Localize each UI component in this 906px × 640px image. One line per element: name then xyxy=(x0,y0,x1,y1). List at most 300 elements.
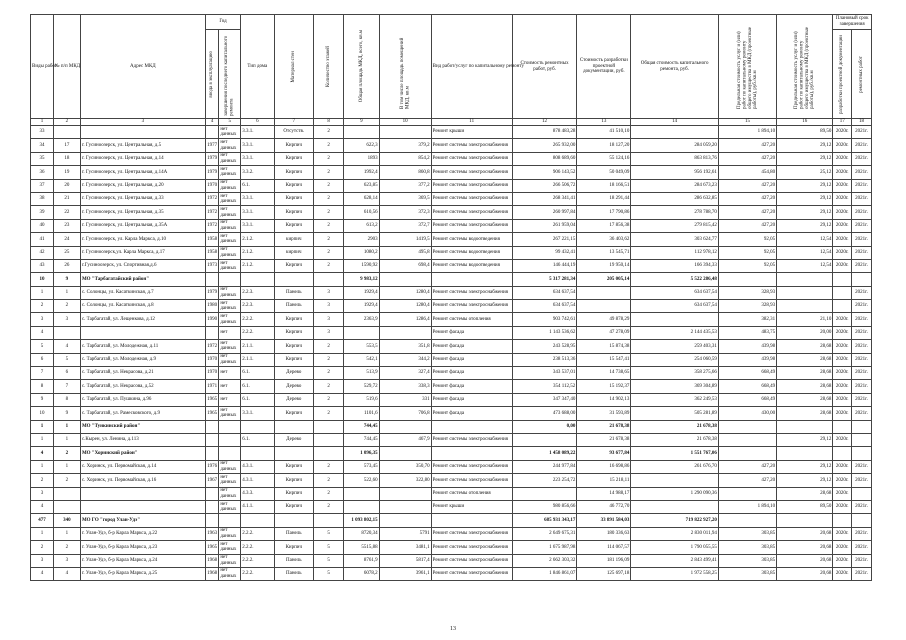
table-cell: 24 xyxy=(53,233,80,246)
table-cell: 1080,2 xyxy=(344,246,379,259)
table-row xyxy=(31,393,872,406)
table-cell: 2021г. xyxy=(852,380,872,393)
table-cell: 354 112,52 xyxy=(512,380,577,393)
table-cell: Ремонт системы водоотведения xyxy=(431,246,512,259)
table-cell: Ремонт системы электроснабжения xyxy=(431,206,512,219)
table-cell: 28,68 xyxy=(777,407,833,420)
table-cell: нет данных xyxy=(219,487,241,500)
table-row xyxy=(31,246,872,259)
table-cell: 4 xyxy=(31,500,54,513)
table-cell xyxy=(314,447,344,460)
table-row xyxy=(31,527,872,540)
table-cell: Кирпич xyxy=(274,474,314,487)
table-cell: 2 xyxy=(314,192,344,205)
table-cell xyxy=(777,420,833,433)
table-cell: г. Улан-Удэ, б-р Карла Маркса, д.25 xyxy=(80,567,205,580)
table-cell: нет xyxy=(219,380,241,393)
table-cell: 2 xyxy=(314,380,344,393)
table-cell: 622,3 xyxy=(344,139,379,152)
table-cell: 1 xyxy=(53,433,80,446)
table-cell: 362 249,53 xyxy=(631,393,718,406)
table-cell: с. Солонцы, ул. Касаткинская, д.8 xyxy=(80,300,205,313)
table-cell xyxy=(80,326,205,339)
table-cell: 1968 xyxy=(205,567,219,580)
table-cell: с. Тарбагатай, ул. Некрасова, д.21 xyxy=(80,367,205,380)
table-cell: 698,4 xyxy=(379,259,431,272)
table-cell: 1970 xyxy=(205,179,219,192)
table-cell: 2021г. xyxy=(852,353,872,366)
table-cell: 112 978,12 xyxy=(631,246,718,259)
table-cell: Панель xyxy=(274,300,314,313)
table-cell: Ремонт системы водоотведения xyxy=(431,259,512,272)
column-number: 18 xyxy=(852,119,872,126)
table-cell: 369,5 xyxy=(379,192,431,205)
table-cell: 2020г. xyxy=(833,567,852,580)
table-cell: 379,2 xyxy=(379,139,431,152)
table-cell: Кирпич xyxy=(274,500,314,513)
table-cell: 34 xyxy=(31,139,54,152)
table-cell: 3.3.2. xyxy=(241,166,274,179)
table-cell: 28,68 xyxy=(777,340,833,353)
table-cell xyxy=(777,273,833,286)
table-cell: г. Улан-Удэ, б-р Карла Маркса, д.24 xyxy=(80,554,205,567)
table-cell: г. Улан-Удэ, б-р Карла Маркса, д.22 xyxy=(80,527,205,540)
table-cell xyxy=(431,420,512,433)
table-cell: нет xyxy=(219,326,241,339)
table-cell: 860,8 xyxy=(379,166,431,179)
table-cell: Ремонт системы электроснабжения xyxy=(431,541,512,554)
table-cell: 3.3.1. xyxy=(241,192,274,205)
table-cell: 1 143 536,62 xyxy=(512,326,577,339)
table-cell: 2021г. xyxy=(852,206,872,219)
table-cell: 4.1.1. xyxy=(241,500,274,513)
table-cell: Дерево xyxy=(274,393,314,406)
table-cell xyxy=(344,326,379,339)
table-cell: 2 xyxy=(31,541,54,554)
table-cell: 2 xyxy=(314,367,344,380)
table-cell: Отсутств. xyxy=(274,126,314,139)
table-cell: 205 005,14 xyxy=(577,273,631,286)
table-cell: 519,6 xyxy=(344,393,379,406)
table-cell: 3 xyxy=(314,313,344,326)
table-cell: 40 xyxy=(31,219,54,232)
table-cell: 2020г. xyxy=(833,313,852,326)
table-cell: 2021г. xyxy=(852,233,872,246)
table-cell xyxy=(379,500,431,513)
table-cell: 553,5 xyxy=(344,340,379,353)
table-cell xyxy=(718,433,776,446)
table-cell: 16 698,86 xyxy=(577,460,631,473)
table-cell: 278 788,70 xyxy=(631,206,718,219)
table-cell xyxy=(777,286,833,299)
table-cell: 3 xyxy=(53,313,80,326)
table-cell: 260 997,84 xyxy=(512,206,577,219)
table-cell: 47 278,09 xyxy=(577,326,631,339)
table-cell: Ремонт фасада xyxy=(431,367,512,380)
table-cell: 2021г. xyxy=(852,126,872,139)
table-cell: 3481,1 xyxy=(379,541,431,554)
table-cell xyxy=(205,447,219,460)
table-cell: 20,68 xyxy=(777,527,833,540)
table-cell xyxy=(833,300,852,313)
table-cell xyxy=(219,420,241,433)
table-cell: 3.3.1. xyxy=(241,152,274,165)
table-cell: 439,98 xyxy=(718,353,776,366)
table-cell: 2021г. xyxy=(852,567,872,580)
table-cell: 55 124,16 xyxy=(577,152,631,165)
table-cell: Ремонт системы отопления xyxy=(431,313,512,326)
table-cell xyxy=(379,514,431,527)
table-cell: 10 xyxy=(31,407,54,420)
table-cell: 744,45 xyxy=(344,433,379,446)
table-cell: 3 xyxy=(31,313,54,326)
table-cell: нет данных xyxy=(219,126,241,139)
header-planned-term: Плановый срок завершения xyxy=(833,15,872,30)
header-work-type: Вид работ/услуг по капитальному ремонту xyxy=(431,15,512,119)
table-cell: 1280,4 xyxy=(379,300,431,313)
table-cell: 1965 xyxy=(205,393,219,406)
table-cell: Ремонт системы электроснабжения xyxy=(431,433,512,446)
table-cell: 2020г. xyxy=(833,407,852,420)
table-cell: 29,12 xyxy=(777,219,833,232)
table-cell xyxy=(718,447,776,460)
table-cell: с. Солонцы, ул. Касаткинская, д.7 xyxy=(80,286,205,299)
table-cell: 3.3.1. xyxy=(241,126,274,139)
table-cell: 2 xyxy=(314,139,344,152)
table-cell: 2.1.1. xyxy=(241,340,274,353)
table-cell: Панель xyxy=(274,286,314,299)
table-cell: 17 xyxy=(53,139,80,152)
table-cell: 427,20 xyxy=(718,219,776,232)
table-cell: 2020г. xyxy=(833,353,852,366)
table-row xyxy=(31,152,872,165)
table-cell: 15 192,37 xyxy=(577,380,631,393)
table-cell: 2021г. xyxy=(852,152,872,165)
table-cell: 1929,4 xyxy=(344,300,379,313)
table-cell: Кирпич xyxy=(274,206,314,219)
table-cell: 18 127,20 xyxy=(577,139,631,152)
table-cell: 454,80 xyxy=(718,166,776,179)
table-cell: 303 624,77 xyxy=(631,233,718,246)
table-cell: 36 xyxy=(31,166,54,179)
table-cell: 1929,4 xyxy=(344,286,379,299)
table-cell: 2 xyxy=(314,259,344,272)
table-cell: 181 196,09 xyxy=(577,554,631,567)
table-cell: 2021г. xyxy=(852,246,872,259)
table-cell: 1972 xyxy=(205,340,219,353)
table-cell: 427,20 xyxy=(718,206,776,219)
column-number: 17 xyxy=(833,119,852,126)
table-cell xyxy=(777,447,833,460)
table-cell: Кирпич xyxy=(274,340,314,353)
column-number-row xyxy=(31,119,872,126)
table-cell: 369 304,89 xyxy=(631,380,718,393)
table-cell: Ремонт системы электроснабжения xyxy=(431,139,512,152)
table-row xyxy=(31,554,872,567)
table-cell: 1 675 987,98 xyxy=(512,541,577,554)
table-cell xyxy=(80,500,205,513)
table-cell: 2020г. xyxy=(833,179,852,192)
table-cell: 2 xyxy=(314,474,344,487)
table-cell: 2021г. xyxy=(852,313,872,326)
table-cell: 92,05 xyxy=(718,259,776,272)
table-cell: 15 874,38 xyxy=(577,340,631,353)
table-cell: 284 673,23 xyxy=(631,179,718,192)
table-cell: 4 xyxy=(31,326,54,339)
table-row xyxy=(31,500,872,513)
table-cell: 2.2.2. xyxy=(241,554,274,567)
table-cell: 2020г. xyxy=(833,500,852,513)
table-cell: Дерево xyxy=(274,380,314,393)
table-cell: Панель xyxy=(274,527,314,540)
table-cell: Ремонт крыши xyxy=(431,500,512,513)
table-cell: 2021г. xyxy=(852,340,872,353)
table-cell xyxy=(431,514,512,527)
table-cell: 303,85 xyxy=(718,541,776,554)
table-cell: 2020г. xyxy=(833,554,852,567)
table-cell: 28,68 xyxy=(777,487,833,500)
table-cell xyxy=(833,286,852,299)
table-cell: 2 xyxy=(31,474,54,487)
table-cell: 340 xyxy=(53,514,80,527)
table-cell: 5 317 281,34 xyxy=(512,273,577,286)
table-cell xyxy=(274,514,314,527)
table-cell: 467,9 xyxy=(379,433,431,446)
table-cell: 542,1 xyxy=(344,353,379,366)
table-cell: 427,20 xyxy=(718,474,776,487)
table-cell: Ремонт фасада xyxy=(431,353,512,366)
table-cell: 430,00 xyxy=(718,407,776,420)
table-cell: 2020г. xyxy=(833,487,852,500)
table-cell: 808 689,60 xyxy=(512,152,577,165)
table-cell: 2 xyxy=(314,246,344,259)
table-cell: 29,12 xyxy=(777,192,833,205)
table-cell xyxy=(631,313,718,326)
table-cell: 513,9 xyxy=(344,367,379,380)
table-cell: 303,85 xyxy=(718,527,776,540)
table-cell: 2021г. xyxy=(852,407,872,420)
table-cell: Ремонт системы электроснабжения xyxy=(431,460,512,473)
table-cell: нет данных xyxy=(219,460,241,473)
table-row xyxy=(31,313,872,326)
table-cell: 21 678,38 xyxy=(577,433,631,446)
table-cell: нет данных xyxy=(219,139,241,152)
table-cell: 23 xyxy=(53,219,80,232)
table-cell: Ремонт системы электроснабжения xyxy=(431,192,512,205)
table-cell: 2.1.2. xyxy=(241,259,274,272)
table-cell: 26 xyxy=(53,259,80,272)
header-repair-cost: Стоимость ремонтных работ, руб. xyxy=(512,15,577,119)
table-cell: 20,68 xyxy=(777,541,833,554)
header-material: Материал стен xyxy=(274,15,314,119)
table-cell: 14 988,17 xyxy=(577,487,631,500)
table-cell: 238 513,36 xyxy=(512,353,577,366)
table-cell xyxy=(219,447,241,460)
table-row xyxy=(31,126,872,139)
table-cell xyxy=(852,433,872,446)
table-cell: Кирпич xyxy=(274,179,314,192)
table-cell: 903 742,61 xyxy=(512,313,577,326)
table-cell: Ремонт системы отопления xyxy=(431,487,512,500)
table-cell: 244 977,84 xyxy=(512,460,577,473)
table-cell: 9 xyxy=(53,407,80,420)
table-cell: нет данных xyxy=(219,219,241,232)
table-cell xyxy=(631,474,718,487)
table-cell: 259 403,31 xyxy=(631,340,718,353)
table-cell: 3.3.1. xyxy=(241,139,274,152)
table-cell xyxy=(631,126,718,139)
table-cell: 286 632,85 xyxy=(631,192,718,205)
table-cell xyxy=(718,514,776,527)
table-cell: 2 xyxy=(31,300,54,313)
table-cell: 28,68 xyxy=(777,353,833,366)
table-cell xyxy=(205,514,219,527)
table-cell: 267 221,15 xyxy=(512,233,577,246)
table-cell: нет данных xyxy=(219,340,241,353)
table-cell: 2020г. xyxy=(833,192,852,205)
table-cell: Кирпич xyxy=(274,152,314,165)
table-cell: г. Гусиноозерск, ул. Центральная, д.5 xyxy=(80,139,205,152)
header-design-term: разработки проектной документации xyxy=(833,30,852,119)
table-cell: 303,85 xyxy=(718,567,776,580)
table-cell: 2020г. xyxy=(833,233,852,246)
table-cell: Ремонт системы электроснабжения xyxy=(431,300,512,313)
table-cell: 2 xyxy=(314,179,344,192)
table-cell: 3 xyxy=(314,326,344,339)
table-row xyxy=(31,447,872,460)
table-cell: 1 xyxy=(53,286,80,299)
table-cell: 1280,4 xyxy=(379,286,431,299)
table-cell xyxy=(219,273,241,286)
table-cell: 1 xyxy=(31,433,54,446)
table-cell: 573,45 xyxy=(344,460,379,473)
table-cell: 2 xyxy=(53,300,80,313)
table-cell: 2.2.3. xyxy=(241,286,274,299)
header-vid: Виды работ xyxy=(31,15,54,119)
table-cell: 6078,2 xyxy=(344,567,379,580)
table-cell: 166 394,33 xyxy=(631,259,718,272)
table-cell: с. Тарбагатай, ул. Молодежная, д.9 xyxy=(80,353,205,366)
table-cell: 610,56 xyxy=(344,206,379,219)
table-cell: 3.3.1. xyxy=(241,407,274,420)
table-cell: 1419,5 xyxy=(379,233,431,246)
table-cell: 17 790,86 xyxy=(577,206,631,219)
table-cell: 180 336,63 xyxy=(577,527,631,540)
table-cell: нет данных xyxy=(219,567,241,580)
table-cell: Кирпич xyxy=(274,460,314,473)
table-cell: МО "Тарбагатайский район" xyxy=(80,273,205,286)
table-cell: 1970 xyxy=(205,353,219,366)
table-cell: нет данных xyxy=(219,286,241,299)
table-cell: 1958 xyxy=(205,246,219,259)
table-cell: г. Гусиноозерск, ул. Карла Маркса, д.10 xyxy=(80,233,205,246)
table-cell: 505 281,89 xyxy=(631,407,718,420)
table-cell: 1965 xyxy=(205,541,219,554)
table-cell: 99 432,41 xyxy=(512,246,577,259)
table-cell: 351,8 xyxy=(379,340,431,353)
header-floors: Количество этажей xyxy=(314,15,344,119)
table-cell: 4.3.3. xyxy=(241,487,274,500)
table-cell: Ремонт системы электроснабжения xyxy=(431,554,512,567)
table-cell: 19 950,14 xyxy=(577,259,631,272)
table-cell: 634 637,54 xyxy=(512,300,577,313)
table-cell: 2 xyxy=(314,166,344,179)
table-cell: 477 xyxy=(31,514,54,527)
table-body xyxy=(31,126,872,581)
header-area-rooms: В том числе площадь помещений МКД, кв.м xyxy=(379,15,431,119)
table-cell: 5817,4 xyxy=(379,554,431,567)
table-cell: 2020г. xyxy=(833,219,852,232)
table-cell: 35 xyxy=(31,152,54,165)
table-cell: Дерево xyxy=(274,433,314,446)
table-cell: нет данных xyxy=(219,259,241,272)
table-cell: Кирпич xyxy=(274,353,314,366)
table-cell xyxy=(718,487,776,500)
table-cell: 2 xyxy=(314,340,344,353)
table-cell xyxy=(219,514,241,527)
table-cell xyxy=(833,420,852,433)
table-cell: 6 xyxy=(53,367,80,380)
table-cell: 2021г. xyxy=(852,179,872,192)
table-cell: г. Гусиноозерск, ул. Центральная, д.35 xyxy=(80,206,205,219)
table-cell: 2020г. xyxy=(833,166,852,179)
table-cell: МО ГО "город Улан-Удэ" xyxy=(80,514,205,527)
table-cell: 21 xyxy=(53,192,80,205)
table-cell: 685 931 343,17 xyxy=(512,514,577,527)
table-cell: 43 xyxy=(31,259,54,272)
table-cell: 8761,9 xyxy=(344,554,379,567)
table-cell: кирпич xyxy=(274,233,314,246)
column-number: 16 xyxy=(777,119,833,126)
table-cell: 268 341,41 xyxy=(512,192,577,205)
table-cell: 5 xyxy=(314,567,344,580)
header-total-cost: Общая стоимость капитального ремонта, руб. xyxy=(631,15,718,119)
table-cell: 29,12 xyxy=(777,179,833,192)
table-cell: 1963 xyxy=(205,527,219,540)
header-last-repair-year: завершения последнего капитального ремонта xyxy=(219,30,241,119)
table-cell xyxy=(512,487,577,500)
header-nmkd: № п/п МКД xyxy=(53,15,80,119)
table-cell: нет данных xyxy=(219,300,241,313)
table-cell xyxy=(379,126,431,139)
table-cell: 1 093 802,15 xyxy=(344,514,379,527)
table-row xyxy=(31,206,872,219)
column-number: 4 xyxy=(205,119,219,126)
table-cell: 1101,6 xyxy=(344,407,379,420)
table-row xyxy=(31,300,872,313)
table-cell: нет данных xyxy=(219,313,241,326)
table-cell: 322,80 xyxy=(379,474,431,487)
table-cell: 2020г. xyxy=(833,393,852,406)
table-cell: 343 537,01 xyxy=(512,367,577,380)
table-cell: нет данных xyxy=(219,233,241,246)
table-cell: нет данных xyxy=(219,474,241,487)
table-cell: 1967 xyxy=(205,474,219,487)
table-cell: 613,2 xyxy=(344,219,379,232)
table-cell xyxy=(314,420,344,433)
table-cell: 427,20 xyxy=(718,192,776,205)
table-cell: 4 xyxy=(53,567,80,580)
table-row xyxy=(31,567,872,580)
table-cell: Ремонт фасада xyxy=(431,393,512,406)
table-cell: 2 xyxy=(314,152,344,165)
table-cell: 1970 xyxy=(205,367,219,380)
table-cell: нет данных xyxy=(219,152,241,165)
table-cell: 2020г. xyxy=(833,152,852,165)
table-cell: 41 xyxy=(31,233,54,246)
table-cell: 29,12 xyxy=(777,474,833,487)
table-cell: 6.1. xyxy=(241,393,274,406)
